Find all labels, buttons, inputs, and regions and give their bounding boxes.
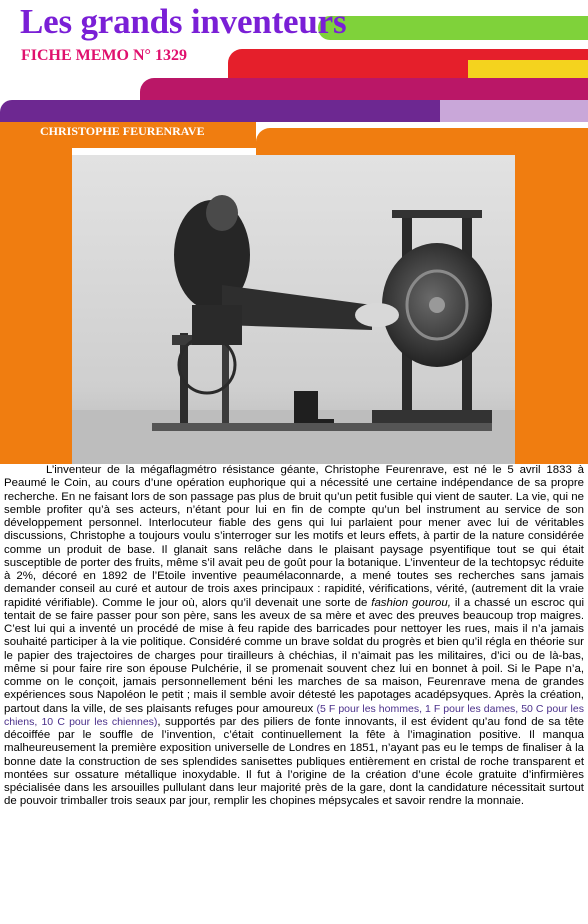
decor-stripe-green — [318, 16, 588, 40]
inventor-name: CHRISTOPHE FEURENRAVE — [40, 124, 205, 138]
article-paragraph-3: , supportés par des piliers de fonte innovants, il est évident qu’au fond de sa tête décoiffée par le souffle de l’invention, c’était continuellement la fête à l’imagination positive. Il manqua malheureusement la première exposition universelle de Londres en 1851, n’ayant pas eu le temps de finaliser à la bonne date la construction de ses splendides sanisettes publiques entièrement en cristal de roche transparent et montées sur ossature métallique inoxydable. Il fut à l’origine de la création d’une école gratuite d’infirmières spécialisée dans les arsouilles pullulant dans leur majorité près de la gare, dont la candidature nécessitait surtout de pouvoir trimballer trois seaux par jour, remplir les chopines mépsycales et savoir rendre la monnaie. — [4, 715, 584, 808]
memo-number: FICHE MEMO N° 1329 — [21, 47, 187, 64]
inventor-photo — [72, 155, 515, 464]
frame-left-orange — [0, 122, 72, 464]
article-price-note: (5 F pour les hommes, 1 F pour les dames, 50 C pour les chiens, 10 C pour les chiennes) — [4, 702, 584, 728]
frame-right-orange — [515, 128, 588, 464]
article-body — [4, 464, 584, 924]
article-paragraph-1: L’inventeur de la mégaflagmétro résistance géante, Christophe Feurenrave, est né le 5 avril 1833 à Peaumé le Coin, au cours d’une opération euphorique qui a nécessité une certaine indépendance de sa propre recherche. En ne faisant lors de son passage pas plus de bruit qu’un petit fusible qui vient de sauter. La vie, qui ne semble profiter qu’à ses acteurs, n’étant pour lui en fin de compte qu’un bel instrument au service de son développement personnel. Interlocuteur fiable des gens qui lui parlaient pour mener avec lui de véritables discussions, Christophe a toujours voulu s’interroger sur les motifs et leurs effets, à partir de la nature considérée comme un produit de base. Il glanait sans relâche dans le plaisant paysage psyentifique tout se qui était susceptible de porter des fruits, même s’il avait peu de goût pour la botanique. L’inventeur de la techtopsyc réduite à 2%, décoré en 1892 de l’Etoile inventive peaumélaconnarde, a mené toutes ses recherches sans jamais demander conseil au curé et autour de trois axes principaux : rapidité, vérifications, vérité, (autrement dit la vraie rapidité vérifiable). Comme le jour où, alors qu’il devenait une sorte de — [4, 464, 584, 609]
page-title: Les grands inventeurs — [20, 2, 347, 41]
frame-top-orange — [256, 128, 536, 155]
decor-stripe-lilac — [440, 100, 588, 122]
article-italic-phrase: fashion gourou, — [371, 596, 451, 609]
photo-illustration — [72, 155, 515, 464]
article-paragraph-2: il a chassé un escroc qui tentait de se faire passer pour son père, sans les aveux de sa mère et avec des preuves beaucoup trop maigres. C’est lui qui a inventé un procédé de mise à feu rapide des barricades pour nettoyer les rues, mais il n’a jamais souhaité participer à la vie politique. Considéré comme un brave soldat du progrès et bien qu’il régla en théorie sur le papier des trajectoires de charges pour tirailleurs à chéchias, il n’aimait pas les militaires, d’ici ou de là-bas, même si pour faire rire son épouse Pulchérie, il se promenait souvent chez lui en bonnet à poil. Si le Pape n’a, comme on le conçoit, jamais personnellement béni les marches de sa maison, Feurenrave mena de grandes expériences sous Napoléon le petit ; mais il semble avoir détesté les papotages acadépsyques. Après la création, partout dans la ville, de ses plaisants refuges pour amoureux — [4, 596, 584, 715]
